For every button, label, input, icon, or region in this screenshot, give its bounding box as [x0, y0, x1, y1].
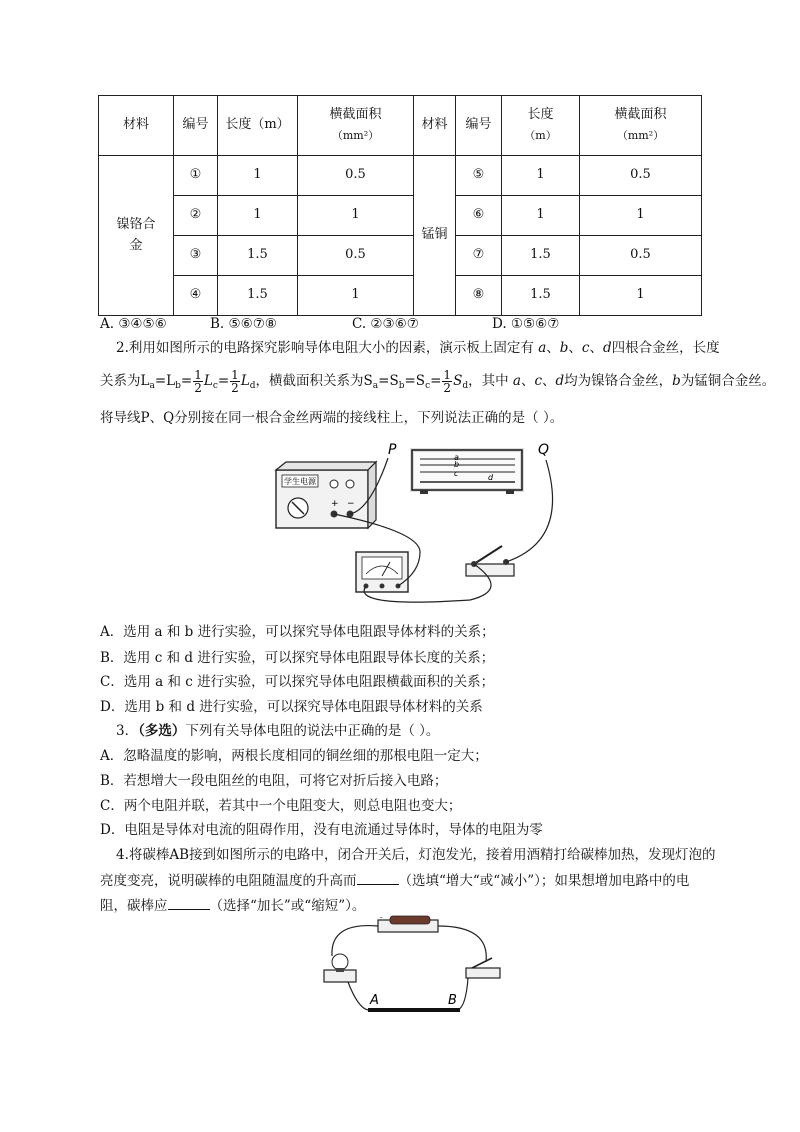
q2-line1-tail: 四根合金丝，长度	[611, 340, 720, 356]
q1-option-c[interactable]: C. ②③⑥⑦	[352, 316, 419, 332]
rod-end-a-label: A	[370, 993, 379, 1008]
q2-circuit-figure	[270, 440, 560, 620]
cell-area: 0.5	[580, 236, 702, 276]
q2-stem-line3: 将导线P、Q分别接在同一根合金丝两端的接线柱上，下列说法正确的是（ ）。	[100, 410, 564, 426]
header-length-2	[502, 96, 580, 156]
cell-number: ③	[174, 236, 218, 276]
q2-stem-line2: 关系为$L_a=L_b=$ $\frac{1}{2}$ $L_c=$ $\frac{1}{2}$ $L_d$，横截面积关系为$S_a=S_b=S_c=$ $\frac{1}{2}$ $S_d$，其中 a、c、d均为镍铬合金丝，b为锰铜合金丝。	[100, 368, 776, 395]
cell-length: 1	[502, 196, 580, 236]
q4-line2-tail: （选填“增大“或“减小”）；如果想增加电路中的电	[398, 873, 690, 889]
cell-length: 1	[502, 156, 580, 196]
wire-c-label: c	[454, 469, 459, 478]
wire-bulb-carbon	[348, 982, 368, 1010]
material-manganin: 锰铜	[414, 156, 456, 316]
cell-number: ⑥	[456, 196, 502, 236]
q1-option-d[interactable]: D. ①⑤⑥⑦	[492, 316, 560, 332]
q1-option-b[interactable]: B. ⑤⑥⑦⑧	[210, 316, 277, 332]
cell-length: 1	[218, 156, 298, 196]
ammeter-icon	[356, 552, 408, 592]
q3-stem	[116, 721, 439, 741]
header-material-2: 材料	[414, 96, 456, 156]
table-row	[99, 196, 702, 236]
cell-number: ⑧	[456, 276, 502, 316]
cell-number: ①	[174, 156, 218, 196]
cell-length: 1.5	[502, 236, 580, 276]
bulb-icon	[324, 954, 356, 982]
material-nichrome-line1: 镍铬合	[116, 216, 156, 232]
header-area-unit: （mm²）	[331, 128, 380, 142]
cell-area: 0.5	[298, 236, 414, 276]
var-a: a	[538, 340, 547, 356]
header-area-2-label: 横截面积	[614, 106, 667, 122]
cell-area: 0.5	[580, 156, 702, 196]
q4-line3-tail: （选择“加长”或“缩短”）。	[209, 898, 366, 914]
svg-text:-: -	[380, 914, 383, 922]
q1-option-a[interactable]: A. ③④⑤⑥	[100, 316, 167, 332]
cell-area: 1	[298, 276, 414, 316]
table-header-row	[99, 96, 702, 156]
switch-icon	[466, 546, 514, 576]
switch-icon	[466, 958, 500, 978]
header-length: 长度（m）	[218, 96, 298, 156]
cell-length: 1.5	[218, 276, 298, 316]
q2-line1-text: 2.利用如图所示的电路探究影响导体电阻大小的因素，演示板上固定有	[116, 340, 534, 356]
cell-area: 0.5	[298, 156, 414, 196]
svg-text:+: +	[331, 499, 339, 509]
cell-area: 1	[580, 196, 702, 236]
wire-d-label: d	[488, 473, 494, 482]
q4-line2-text: 亮度变亮，说明碳棒的电阻随温度的升高而	[100, 873, 357, 889]
header-material: 材料	[99, 96, 174, 156]
cell-length: 1.5	[218, 236, 298, 276]
q2-line2-tail3: 为锰铜合金丝。	[680, 373, 776, 389]
cell-number: ⑤	[456, 156, 502, 196]
cell-number: ④	[174, 276, 218, 316]
header-number: 编号	[174, 96, 218, 156]
q3-option-c[interactable]: C．两个电阻并联，若其中一个电阻变大，则总电阻也变大；	[100, 798, 462, 814]
q2-stem-line1	[116, 338, 720, 358]
battery-icon	[378, 914, 438, 932]
rod-end-b-label: B	[448, 993, 457, 1008]
q2-line2-mid: 横截面积关系为S	[269, 373, 373, 389]
q2-line2-tail1: ，其中	[468, 373, 509, 389]
q2-sep: 、	[568, 340, 582, 356]
header-number-2: 编号	[456, 96, 502, 156]
q2-option-c[interactable]: C．选用 a 和 c 进行实验，可以探究导体电阻跟横截面积的关系；	[100, 674, 495, 690]
header-length-2-unit: （m）	[524, 128, 557, 142]
header-area-2-unit: （mm²）	[616, 128, 665, 142]
q3-number: 3．	[116, 723, 139, 739]
q3-option-d[interactable]: D．电阻是导体对电流的阻碍作用，没有电流通过导体时，导体的电阻为零	[100, 822, 543, 838]
svg-text:−: −	[347, 499, 355, 509]
q4-circuit-figure	[318, 912, 508, 1022]
material-nichrome-line2: 金	[129, 237, 143, 253]
wire-battery-bulb	[332, 926, 378, 956]
var-d: d	[602, 340, 612, 356]
material-nichrome	[99, 156, 174, 316]
header-area	[298, 96, 414, 156]
q2-option-b[interactable]: B．选用 c 和 d 进行实验，可以探究导体电阻跟导体长度的关系；	[100, 650, 495, 666]
header-area-label: 横截面积	[329, 106, 382, 122]
q2-sep: 、	[589, 340, 603, 356]
materials-table	[98, 95, 702, 316]
header-length-2-label: 长度	[527, 106, 554, 122]
table-row	[99, 156, 702, 196]
resistance-board-icon	[412, 450, 522, 494]
wire-a-label: a	[454, 453, 459, 462]
q2-sep: 、	[546, 340, 560, 356]
table-row	[99, 276, 702, 316]
q2-option-d[interactable]: D．选用 b 和 d 进行实验，可以探究导体电阻跟导体材料的关系	[100, 699, 483, 715]
cell-area: 1	[298, 196, 414, 236]
cell-number: ②	[174, 196, 218, 236]
wire-b-label: b	[454, 460, 460, 469]
cell-length: 1.5	[502, 276, 580, 316]
wire-switch-carbon	[458, 978, 468, 1010]
cell-length: 1	[218, 196, 298, 236]
answer-blank-1[interactable]	[357, 870, 399, 885]
cell-area: 1	[580, 276, 702, 316]
q3-multiple-tag: （多选）	[138, 723, 186, 739]
wire-battery-switch	[438, 926, 486, 962]
q2-line2-tail2: 均为镍铬合金丝，	[564, 373, 673, 389]
q3-option-b[interactable]: B．若想增大一段电阻丝的电阻，可将它对折后接入电路；	[100, 773, 448, 789]
q3-stem-text: 下列有关导体电阻的说法中正确的是（ ）。	[185, 723, 440, 739]
q4-line3-text: 阻，碳棒应	[100, 898, 168, 914]
power-supply-label: 学生电源	[284, 477, 316, 486]
q4-stem-line1: 4.将碳棒AB接到如图所示的电路中，闭合开关后，灯泡发光，接着用酒精打给碳棒加热，发现灯泡的	[116, 847, 716, 863]
header-area-2	[580, 96, 702, 156]
answer-blank-2[interactable]	[168, 895, 210, 910]
var-c: c	[581, 340, 590, 356]
q4-stem-line2	[100, 870, 689, 891]
q2-option-a[interactable]: A．选用 a 和 b 进行实验，可以探究导体电阻跟导体材料的关系；	[100, 624, 495, 640]
power-supply-icon	[276, 462, 376, 528]
var-b: b	[559, 340, 569, 356]
cell-number: ⑦	[456, 236, 502, 276]
q3-option-a[interactable]: A．忽略温度的影响，两根长度相同的铜丝细的那根电阻一定大；	[100, 748, 488, 764]
table-row	[99, 236, 702, 276]
q2-line2-prefix: 关系为L	[100, 373, 150, 389]
lead-p-label: P	[388, 442, 397, 458]
lead-q-label: Q	[538, 442, 550, 458]
